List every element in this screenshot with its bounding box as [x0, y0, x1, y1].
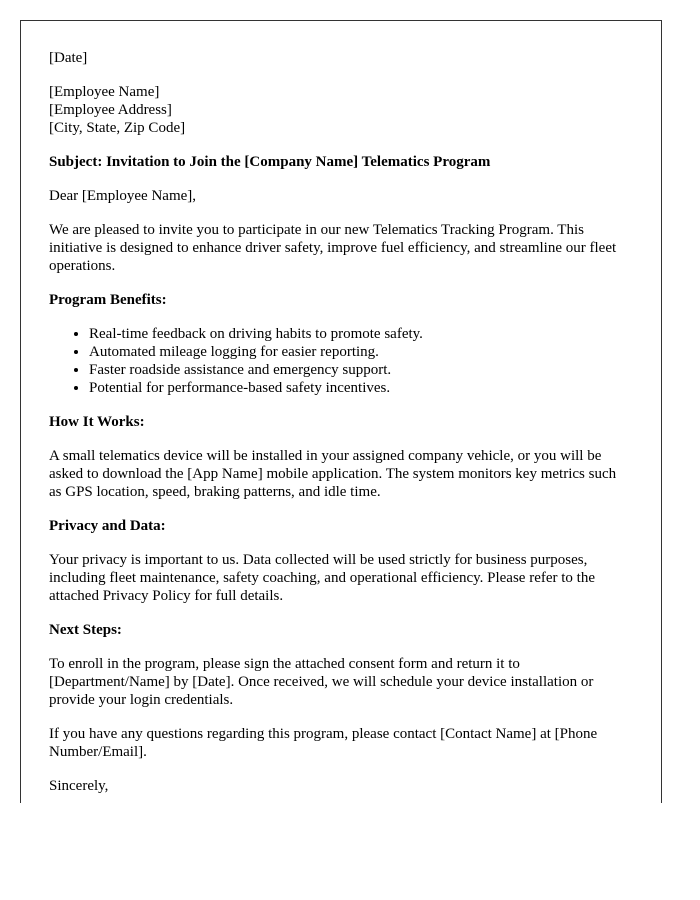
how-heading: How It Works: — [49, 414, 145, 430]
list-item: • Potential for performance-based safety incentives. — [89, 379, 632, 397]
recipient-city: [City, State, Zip Code] — [49, 120, 186, 136]
how-paragraph: A small telematics device will be installed in your assigned company vehicle, or you will be asked to download the [App Name] mobile application. The system monitors key metrics such as GPS location, speed, braking patterns, and idle time. — [49, 448, 617, 500]
closing: Sincerely, — [49, 778, 109, 794]
list-item: • Faster roadside assistance and emergency support. — [89, 361, 632, 379]
intro-paragraph: We are pleased to invite you to participate in our new Telematics Tracking Program. This initiative is designed to enhance driver safety, improve fuel efficiency, and streamline our fleet operations. — [49, 222, 617, 274]
next-steps-paragraph: To enroll in the program, please sign the attached consent form and return it to [Department/Name] by [Date]. Once received, we will schedule your device installation or provide your login credentials. — [49, 656, 594, 708]
salutation: Dear [Employee Name], — [49, 188, 197, 204]
recipient-block — [49, 83, 632, 137]
letter-date: [Date] — [49, 50, 88, 66]
list-item: • Automated mileage logging for easier reporting. — [89, 343, 632, 361]
subject-text: Subject: Invitation to Join the [Company Name] Telematics Program — [49, 154, 491, 170]
list-item: • Real-time feedback on driving habits to promote safety. — [89, 325, 632, 343]
contact-paragraph: If you have any questions regarding this program, please contact [Contact Name] at [Phone Number/Email]. — [49, 726, 598, 760]
privacy-heading: Privacy and Data: — [49, 518, 166, 534]
subject-line — [49, 153, 632, 171]
benefits-list — [49, 325, 632, 397]
recipient-address: [Employee Address] — [49, 102, 172, 118]
privacy-paragraph: Your privacy is important to us. Data collected will be used strictly for business purposes, including fleet maintenance, safety coaching, and operational efficiency. Please refer to the attached Privacy Policy for full details. — [49, 552, 596, 604]
letter — [20, 20, 662, 803]
benefits-heading: Program Benefits: — [49, 292, 167, 308]
next-steps-heading: Next Steps: — [49, 622, 122, 638]
recipient-name: [Employee Name] — [49, 84, 160, 100]
